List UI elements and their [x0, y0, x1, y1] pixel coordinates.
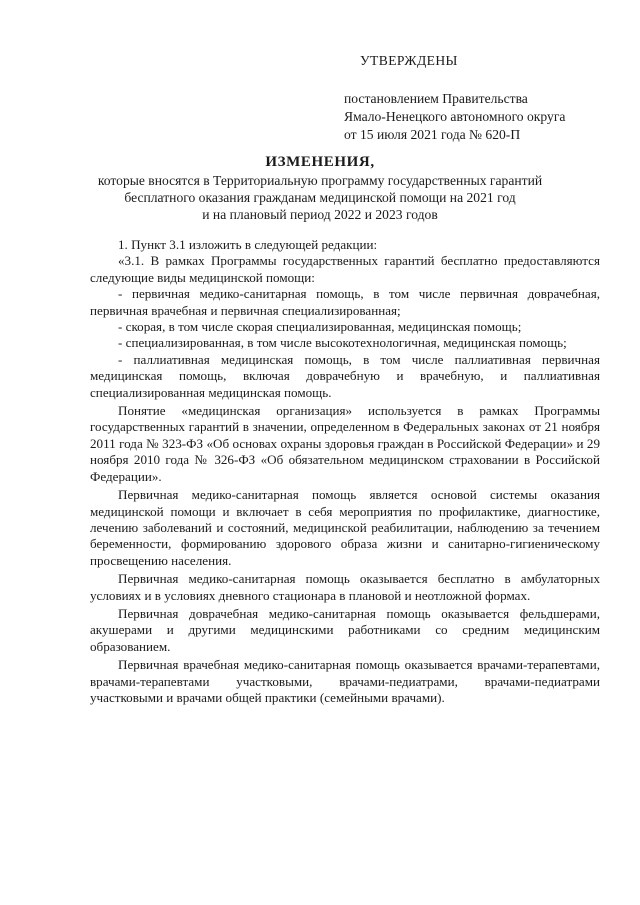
list-item: - паллиативная медицинская помощь, в том числе паллиативная первичная медицинская помощь, включая доврачебную и врачебную, и паллиативная специализированная медицинская помощь.	[90, 351, 600, 400]
approval-line: постановлением Правительства	[344, 91, 528, 106]
body-paragraph: Понятие «медицинская организация» используется в рамках Программы государственных гарантий в значении, определенном в Федеральных законах от 21 ноября 2011 года № 323-ФЗ «Об основах охраны здоровья граждан в Российской Федерации» и 29 ноября 2010 года № 326-ФЗ «Об обязательном медицинском страховании в Российской Федерации».	[90, 403, 600, 484]
document-subtitle-line: которые вносятся в Территориальную программу государственных гарантий	[97, 173, 543, 188]
body-paragraph: Первичная доврачебная медико-санитарная помощь оказывается фельдшерами, акушерами и другими медицинскими работниками со средним медицинским образованием.	[90, 605, 600, 654]
document-body	[90, 237, 600, 706]
approval-line: Ямало-Ненецкого автономного округа	[344, 109, 566, 124]
approval-heading: УТВЕРЖДЕНЫ	[360, 53, 458, 68]
body-paragraph: 1. Пункт 3.1 изложить в следующей редакции:	[118, 237, 378, 252]
document-subtitle-line: бесплатного оказания гражданам медицинской помощи на 2021 год	[124, 190, 516, 205]
body-paragraph: «3.1. В рамках Программы государственных гарантий бесплатно предоставляются следующие виды медицинской помощи:	[90, 253, 600, 285]
document-title: ИЗМЕНЕНИЯ,	[265, 154, 375, 170]
list-item: - первичная медико-санитарная помощь, в том числе первичная доврачебная, первичная врачебная и первичная специализированная;	[90, 286, 600, 318]
body-paragraph: Первичная медико-санитарная помощь является основой системы оказания медицинской помощи и включает в себя мероприятия по профилактике, диагностике, лечению заболеваний и состояний, медицинской реабилитации, наблюдению за течением беременности, формированию здорового образа жизни и санитарно-гигиеническому просвещению населения.	[90, 487, 600, 568]
body-paragraph: Первичная врачебная медико-санитарная помощь оказывается врачами-терапевтами, врачами-терапевтами участковыми, врачами-педиатрами, врачами-педиатрами участковыми и врачами общей практики (семейными врачами).	[90, 657, 600, 705]
approval-stamp	[344, 52, 624, 144]
list-item: - скорая, в том числе скорая специализированная, медицинская помощь;	[118, 319, 522, 335]
document-subtitle-line: и на плановый период 2022 и 2023 годов	[202, 207, 438, 222]
document-title-block	[80, 154, 560, 223]
body-paragraph: Первичная медико-санитарная помощь оказывается бесплатно в амбулаторных условиях и в условиях дневного стационара в плановой и неотложной формах.	[90, 571, 600, 603]
list-item: - специализированная, в том числе высокотехнологичная, медицинская помощь;	[118, 335, 567, 351]
approval-line: от 15 июля 2021 года № 620-П	[344, 127, 521, 142]
